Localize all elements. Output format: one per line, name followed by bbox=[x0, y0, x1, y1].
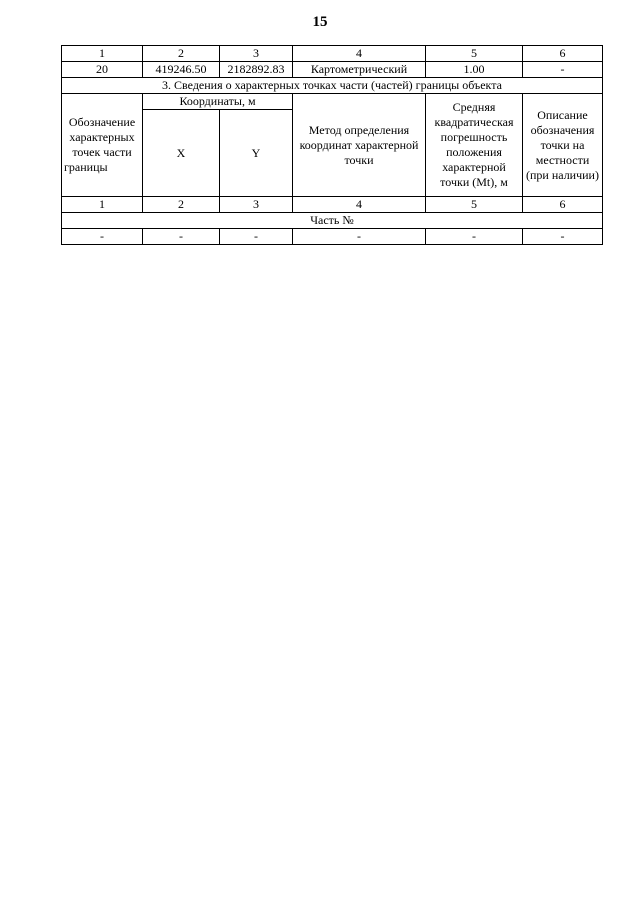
table-cell: 4 bbox=[293, 197, 426, 213]
method-header: Метод определения координат характерной точки bbox=[293, 94, 426, 197]
section-title-row bbox=[62, 78, 603, 94]
coordinates-header: Координаты, м bbox=[143, 94, 293, 110]
table-cell: 1 bbox=[62, 46, 143, 62]
x-header: X bbox=[143, 110, 220, 197]
point-number-cell: 20 bbox=[62, 62, 143, 78]
description-cell: - bbox=[523, 62, 603, 78]
part-label: Часть № bbox=[62, 213, 603, 229]
section-header-row-1 bbox=[62, 94, 603, 110]
description-header: Описание обозначения точки на местности (при наличии) bbox=[523, 94, 603, 197]
table-cell: - bbox=[523, 229, 603, 245]
table-cell: - bbox=[220, 229, 293, 245]
y-header: Y bbox=[220, 110, 293, 197]
section-title: 3. Сведения о характерных точках части (частей) границы объекта bbox=[62, 78, 603, 94]
error-header: Средняя квадратическая погрешность положения характерной точки (Mt), м bbox=[426, 94, 523, 197]
part-label-row bbox=[62, 213, 603, 229]
boundary-points-table bbox=[61, 45, 603, 245]
table-cell: 2 bbox=[143, 46, 220, 62]
section-number-row bbox=[62, 197, 603, 213]
table-cell: 5 bbox=[426, 46, 523, 62]
table-cell: 3 bbox=[220, 46, 293, 62]
table-cell: 3 bbox=[220, 197, 293, 213]
method-cell: Картометрический bbox=[293, 62, 426, 78]
table-cell: - bbox=[426, 229, 523, 245]
x-coordinate-cell: 419246.50 bbox=[143, 62, 220, 78]
y-coordinate-cell: 2182892.83 bbox=[220, 62, 293, 78]
table-cell: - bbox=[293, 229, 426, 245]
table-cell: - bbox=[143, 229, 220, 245]
table-cell: 4 bbox=[293, 46, 426, 62]
table-cell: - bbox=[62, 229, 143, 245]
table-cell: 2 bbox=[143, 197, 220, 213]
point-designation-header: Обозначение характерных точек части границы bbox=[62, 94, 143, 197]
table-cell: 5 bbox=[426, 197, 523, 213]
table-cell: 6 bbox=[523, 46, 603, 62]
table-cell: 6 bbox=[523, 197, 603, 213]
error-cell: 1.00 bbox=[426, 62, 523, 78]
page-number: 15 bbox=[312, 14, 328, 30]
table-row bbox=[62, 62, 603, 78]
table-cell: 1 bbox=[62, 197, 143, 213]
top-header-row bbox=[62, 46, 603, 62]
table-row bbox=[62, 229, 603, 245]
